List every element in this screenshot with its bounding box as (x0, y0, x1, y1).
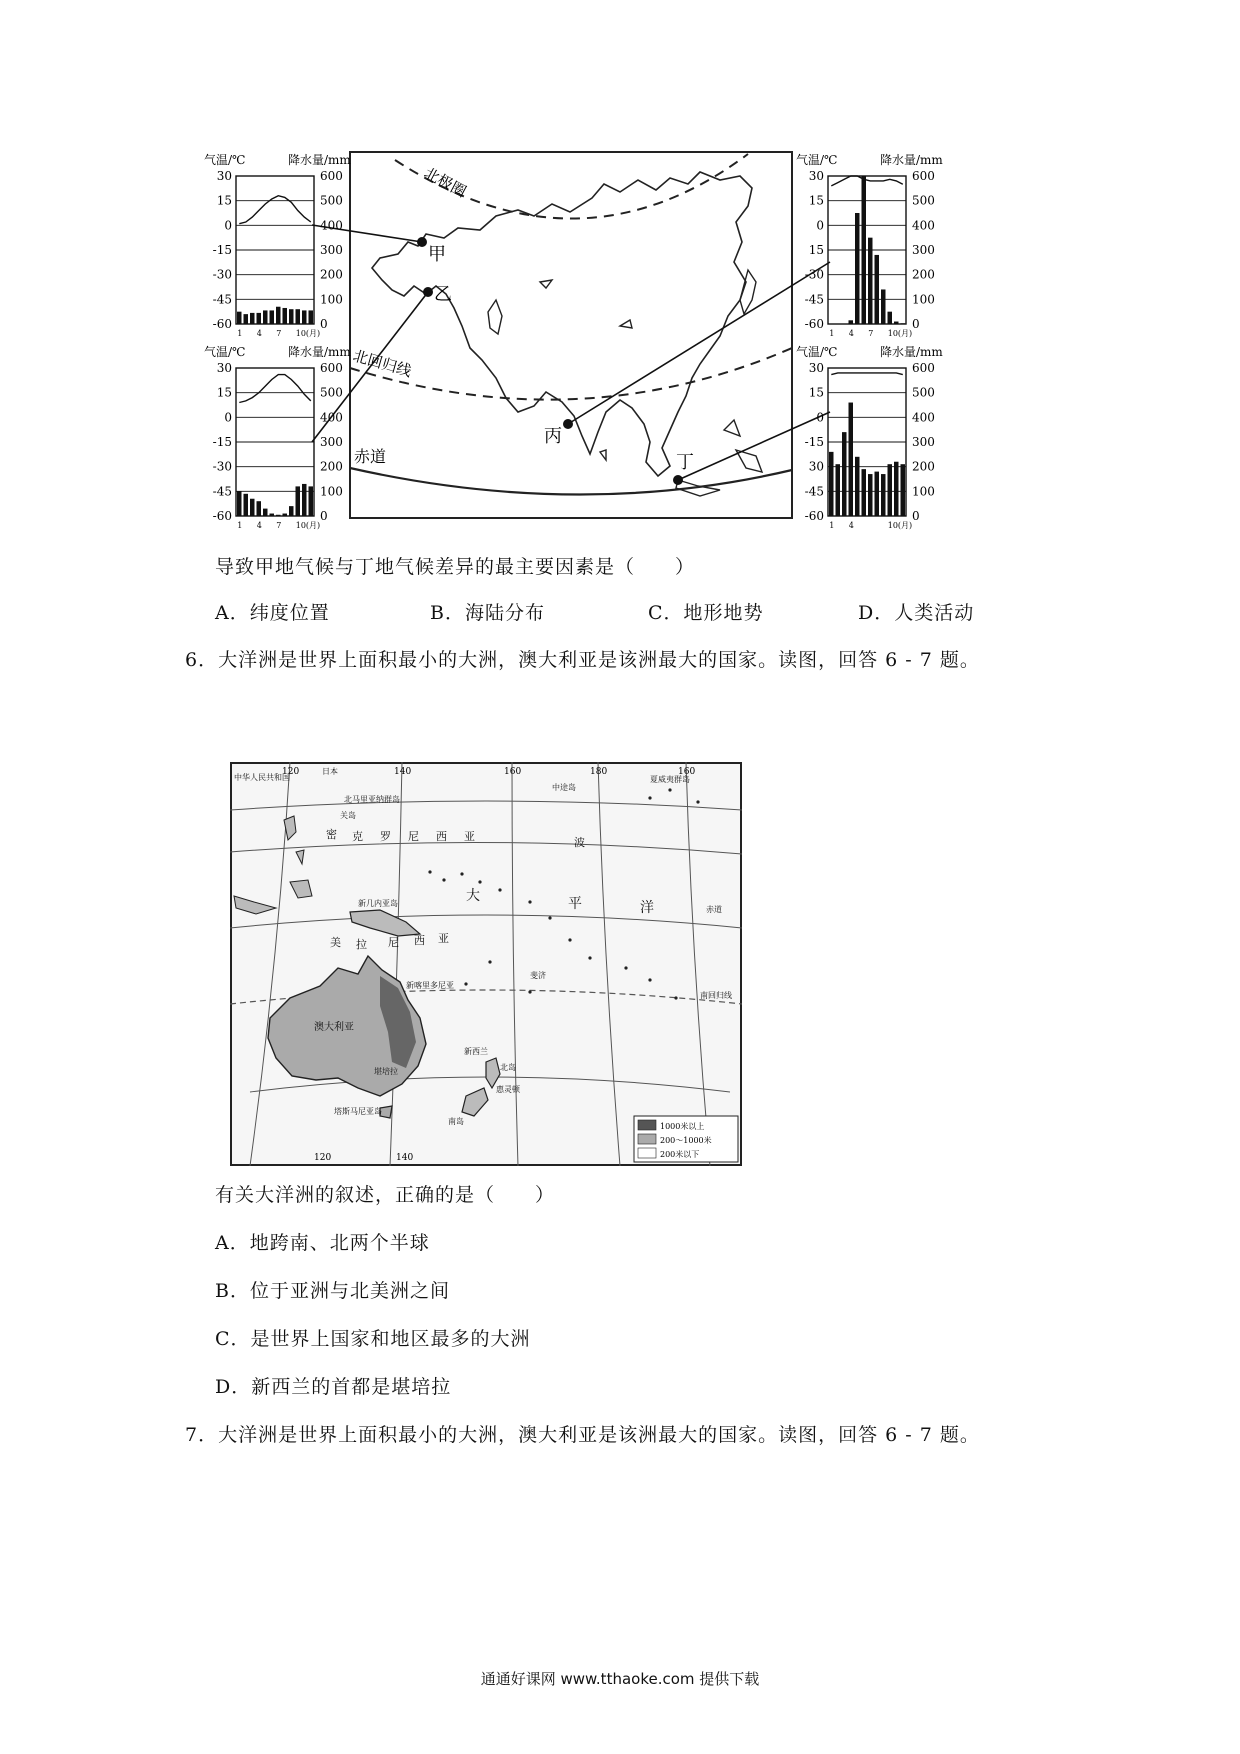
temp-tick-yi: 0 (224, 410, 232, 425)
label-wellington: 惠灵顿 (496, 1085, 520, 1094)
precip-bar-ding (875, 472, 880, 516)
precip-axis-label-jia: 降水量/mm (288, 153, 351, 167)
temp-tick-ding: 30 (808, 459, 824, 474)
month-tick-yi: 10(月) (295, 521, 321, 530)
precip-tick-yi: 100 (320, 484, 343, 499)
month-tick-yi: 7 (276, 521, 282, 530)
label-luo: 罗 (380, 830, 391, 843)
label-tasmania: 塔斯马尼亚岛 (334, 1107, 382, 1116)
temp-tick-ding: -60 (804, 509, 824, 523)
precip-bar-jia (250, 313, 255, 324)
temp-tick-yi: 15 (216, 385, 232, 400)
label-bo: 波 (574, 836, 585, 849)
precip-bar-yi (257, 501, 262, 516)
precip-tick-yi: 300 (320, 435, 343, 449)
precip-tick-bing: 100 (912, 292, 935, 307)
precip-bar-yi (270, 514, 275, 516)
label-mei: 美 (330, 936, 341, 949)
climate-chart-yi (204, 344, 351, 530)
precip-bar-ding (849, 403, 854, 516)
precip-bar-ding (862, 469, 867, 516)
elevation-legend (634, 1116, 738, 1162)
precip-bar-ding (901, 464, 906, 516)
label-midway: 中途岛 (552, 783, 576, 792)
yi-label: 乙 (434, 284, 452, 305)
precip-tick-ding: 400 (912, 410, 935, 425)
precip-tick-yi: 200 (320, 459, 343, 474)
temp-line-jia (239, 196, 310, 224)
month-tick-jia: 4 (256, 329, 262, 338)
temp-tick-bing: -30 (804, 267, 824, 282)
precip-tick-yi: 600 (320, 361, 343, 375)
precip-bar-ding (836, 464, 841, 516)
legend-label-high: 1000米以上 (660, 1122, 705, 1131)
label-south-island: 南岛 (448, 1117, 464, 1126)
precip-bar-bing (901, 323, 906, 324)
precip-tick-jia: 600 (320, 169, 343, 183)
precip-tick-jia: 100 (320, 292, 343, 307)
temp-tick-jia: -60 (212, 317, 232, 331)
temp-axis-label-jia: 气温/℃ (204, 153, 246, 167)
precip-bar-bing (894, 322, 899, 324)
label-tropic-capricorn: 南回归线 (700, 991, 732, 1000)
label-ke: 克 (352, 830, 363, 843)
month-tick-bing: 4 (848, 329, 854, 338)
precip-bar-yi (276, 515, 281, 516)
precip-bar-ding (894, 462, 899, 516)
bing-label: 丙 (544, 426, 562, 447)
temp-tick-ding: -45 (804, 484, 824, 499)
lon-label-180-top: 180 (590, 767, 608, 777)
precip-bar-yi (296, 486, 301, 516)
q6-question: 有关大洋洲的叙述，正确的是（ ） (215, 1184, 556, 1206)
precip-bar-bing (855, 213, 860, 324)
label-ya1: 亚 (464, 830, 475, 843)
legend-label-mid: 200～1000米 (660, 1136, 712, 1145)
precip-tick-jia: 300 (320, 243, 343, 257)
label-ni2: 尼 (388, 936, 399, 949)
label-hawaii: 夏威夷群岛 (650, 775, 690, 784)
label-ping: 平 (568, 896, 582, 912)
precip-bar-bing (868, 238, 873, 324)
lon-label-120-top: 120 (282, 767, 300, 777)
temp-tick-bing: -60 (804, 317, 824, 331)
month-tick-jia: 7 (276, 329, 282, 338)
precip-bar-ding (829, 452, 834, 516)
climate-chart-ding (796, 344, 943, 530)
legend-swatch-high (638, 1120, 656, 1130)
label-yang: 洋 (640, 900, 654, 916)
label-xi2: 西 (414, 934, 425, 947)
precip-tick-ding: 300 (912, 435, 935, 449)
lon-label-160w-top: 160 (678, 767, 696, 777)
precip-bar-yi (244, 494, 249, 516)
temp-tick-jia: -15 (212, 243, 232, 257)
precip-bar-jia (283, 308, 288, 324)
legend-label-low: 200米以下 (660, 1150, 700, 1159)
precip-bar-ding (868, 474, 873, 516)
precip-tick-bing: 200 (912, 267, 935, 282)
precip-bar-jia (309, 310, 314, 324)
precip-tick-jia: 200 (320, 267, 343, 282)
oceania-map-figure (230, 762, 742, 1166)
temp-line-bing (831, 176, 903, 186)
label-da: 大 (466, 888, 480, 904)
jia-label: 甲 (428, 244, 446, 265)
q6-option-d[interactable]: D．新西兰的首都是堪培拉 (215, 1376, 452, 1398)
temp-tick-jia: 30 (216, 169, 232, 183)
q5-option-c[interactable]: C．地形地势 (648, 602, 764, 624)
temp-tick-yi: -60 (212, 509, 232, 523)
label-canberra: 堪培拉 (374, 1067, 398, 1076)
label-la: 拉 (356, 938, 367, 951)
precip-bar-bing (849, 320, 854, 324)
asia-climate-figure (200, 150, 960, 530)
precip-bar-bing (881, 289, 886, 324)
precip-axis-label-yi: 降水量/mm (288, 345, 351, 359)
temp-tick-jia: -30 (212, 267, 232, 282)
label-fiji: 斐济 (530, 971, 546, 980)
precip-tick-bing: 0 (912, 317, 920, 331)
precip-tick-yi: 500 (320, 385, 343, 400)
q6-option-c[interactable]: C．是世界上国家和地区最多的大洲 (215, 1328, 531, 1350)
legend-swatch-mid (638, 1134, 656, 1144)
label-north-island: 北岛 (500, 1063, 516, 1072)
month-tick-ding: 4 (848, 521, 854, 530)
precip-tick-yi: 400 (320, 410, 343, 425)
temp-line-ding (831, 373, 903, 375)
precip-tick-jia: 400 (320, 218, 343, 233)
temp-tick-yi: -30 (212, 459, 232, 474)
climate-chart-bing (796, 152, 943, 338)
temp-axis-label-bing: 气温/℃ (796, 153, 838, 167)
temp-tick-bing: 15 (808, 193, 824, 208)
temp-tick-bing: -45 (804, 292, 824, 307)
label-ya2: 亚 (438, 932, 449, 945)
precip-tick-bing: 300 (912, 243, 935, 257)
temp-tick-ding: 0 (816, 410, 824, 425)
label-xi1: 西 (436, 830, 447, 843)
label-prc: 中华人民共和国 (234, 773, 290, 782)
precip-bar-jia (263, 310, 268, 324)
precip-tick-jia: 0 (320, 317, 328, 331)
precip-bar-jia (244, 314, 249, 324)
temp-tick-jia: 15 (216, 193, 232, 208)
precip-tick-bing: 400 (912, 218, 935, 233)
q5-option-b[interactable]: B．海陆分布 (430, 602, 545, 624)
label-new-guinea: 新几内亚岛 (358, 899, 398, 908)
month-tick-yi: 1 (237, 521, 243, 530)
ding-label: 丁 (676, 452, 694, 473)
precip-tick-ding: 100 (912, 484, 935, 499)
precip-bar-yi (263, 509, 268, 516)
precip-tick-ding: 0 (912, 509, 920, 523)
label-ni1: 尼 (408, 830, 419, 843)
temp-tick-jia: -45 (212, 292, 232, 307)
temp-tick-ding: -15 (804, 435, 824, 449)
precip-bar-yi (309, 486, 314, 516)
label-new-caledonia: 新喀里多尼亚 (406, 981, 454, 990)
oceania-map-frame (231, 763, 741, 1165)
arctic-circle-label: 北极圈 (421, 163, 470, 201)
precip-bar-yi (250, 499, 255, 516)
precip-tick-jia: 500 (320, 193, 343, 208)
month-tick-bing: 1 (829, 329, 835, 338)
precip-tick-bing: 600 (912, 169, 935, 183)
precip-bar-jia (289, 309, 294, 324)
tropic-cancer-label: 北回归线 (350, 346, 414, 381)
q6-option-a[interactable]: A．地跨南、北两个半球 (215, 1232, 430, 1254)
temp-tick-ding: 15 (808, 385, 824, 400)
precip-bar-ding (881, 474, 886, 516)
precip-bar-jia (270, 310, 275, 324)
lon-label-140-bottom: 140 (396, 1153, 414, 1163)
temp-tick-yi: -15 (212, 435, 232, 449)
temp-tick-bing: 0 (816, 218, 824, 233)
month-tick-bing: 10(月) (887, 329, 913, 338)
temp-tick-yi: 30 (216, 361, 232, 375)
precip-tick-bing: 500 (912, 193, 935, 208)
lon-label-140-top: 140 (394, 767, 412, 777)
temp-tick-ding: 30 (808, 361, 824, 375)
precip-bar-jia (276, 307, 281, 324)
precip-bar-yi (283, 514, 288, 516)
precip-bar-ding (842, 432, 847, 516)
q6-stem: 6．大洋洲是世界上面积最小的大洲，澳大利亚是该洲最大的国家。读图，回答 6 - 7 题。 (185, 649, 980, 671)
month-tick-ding: 1 (829, 521, 835, 530)
legend-swatch-low (638, 1148, 656, 1158)
month-tick-yi: 4 (256, 521, 262, 530)
precip-bar-yi (237, 491, 242, 516)
q7-stem: 7．大洋洲是世界上面积最小的大洲，澳大利亚是该洲最大的国家。读图，回答 6 - 7 题。 (185, 1424, 980, 1446)
label-new-zealand: 新西兰 (464, 1047, 488, 1056)
precip-bar-bing (888, 312, 893, 324)
q5-stem: 导致甲地气候与丁地气候差异的最主要因素是（ ） (215, 556, 696, 578)
lon-label-160-top: 160 (504, 767, 522, 777)
month-tick-jia: 10(月) (295, 329, 321, 338)
precip-axis-label-ding: 降水量/mm (880, 345, 943, 359)
temp-tick-bing: 30 (808, 169, 824, 183)
precip-bar-yi (289, 506, 294, 516)
precip-bar-ding (855, 457, 860, 516)
precip-bar-jia (237, 312, 242, 324)
precip-tick-ding: 200 (912, 459, 935, 474)
label-n-mariana: 北马里亚纳群岛 (344, 795, 400, 804)
precip-bar-jia (257, 313, 262, 324)
climate-chart-jia (204, 152, 351, 338)
label-japan: 日本 (322, 767, 338, 776)
precip-axis-label-bing: 降水量/mm (880, 153, 943, 167)
label-mi: 密 (326, 828, 337, 841)
lon-label-120-bottom: 120 (314, 1153, 332, 1163)
q5-option-d[interactable]: D．人类活动 (858, 602, 975, 624)
precip-bar-yi (302, 484, 307, 516)
temp-axis-label-ding: 气温/℃ (796, 345, 838, 359)
precip-bar-jia (302, 310, 307, 324)
q5-option-a[interactable]: A．纬度位置 (215, 602, 330, 624)
equator-label: 赤道 (354, 447, 387, 466)
label-equator: 赤道 (706, 905, 722, 914)
q6-option-b[interactable]: B．位于亚洲与北美洲之间 (215, 1280, 450, 1302)
temp-tick-yi: -45 (212, 484, 232, 499)
temp-axis-label-yi: 气温/℃ (204, 345, 246, 359)
temp-tick-bing: 15 (808, 243, 824, 257)
label-guam: 关岛 (340, 811, 356, 820)
month-tick-bing: 7 (868, 329, 874, 338)
precip-tick-yi: 0 (320, 509, 328, 523)
label-australia: 澳大利亚 (314, 1022, 354, 1033)
precip-bar-jia (296, 309, 301, 324)
precip-bar-bing (875, 255, 880, 324)
month-tick-ding: 10(月) (887, 521, 913, 530)
precip-tick-ding: 600 (912, 361, 935, 375)
temp-line-yi (239, 375, 310, 403)
page-footer: 通通好课网 www.tthaoke.com 提供下载 (480, 1670, 760, 1688)
precip-tick-ding: 500 (912, 385, 935, 400)
asia-map-frame (350, 152, 792, 518)
precip-bar-bing (862, 176, 867, 324)
month-tick-jia: 1 (237, 329, 243, 338)
temp-tick-jia: 0 (224, 218, 232, 233)
precip-bar-ding (888, 464, 893, 516)
